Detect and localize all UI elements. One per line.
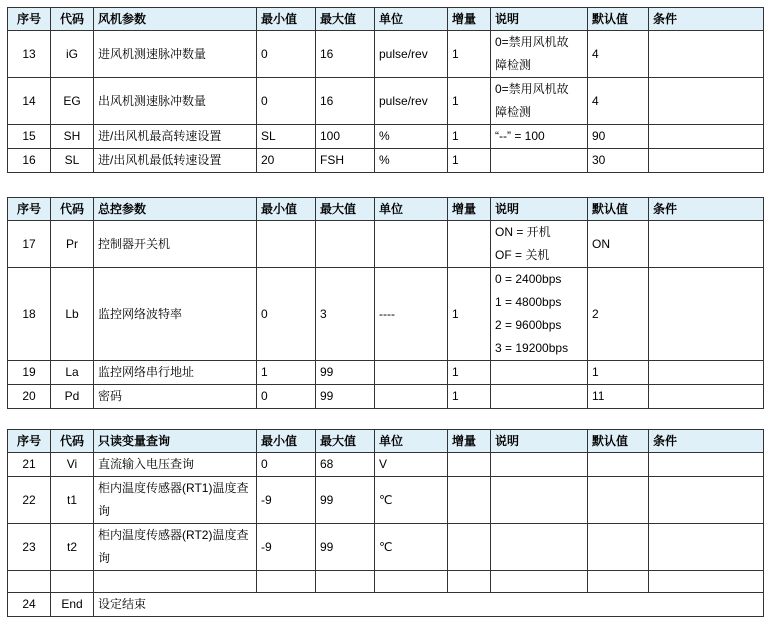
cell-name: 出风机测速脉冲数量: [94, 78, 257, 125]
column-header: 说明: [491, 430, 588, 453]
cell-min: 0: [257, 453, 316, 477]
column-header: 增量: [448, 8, 491, 31]
cell-name: 监控网络串行地址: [94, 361, 257, 385]
cell-default: [588, 571, 649, 593]
cell-unit: %: [375, 149, 448, 173]
cell-name: 进/出风机最低转速设置: [94, 149, 257, 173]
column-header: 默认值: [588, 198, 649, 221]
cell-code: SL: [51, 149, 94, 173]
column-header: 单位: [375, 430, 448, 453]
cell-default: 4: [588, 78, 649, 125]
column-header: 最大值: [316, 430, 375, 453]
cell-max: 68: [316, 453, 375, 477]
cell-name: 进/出风机最高转速设置: [94, 125, 257, 149]
cell-seq: 15: [8, 125, 51, 149]
cell-unit: ℃: [375, 524, 448, 571]
cell-max: 3: [316, 268, 375, 361]
cell-unit: [375, 571, 448, 593]
cell-name: 监控网络波特率: [94, 268, 257, 361]
cell-default: 4: [588, 31, 649, 78]
column-header: 最小值: [257, 430, 316, 453]
cell-unit: V: [375, 453, 448, 477]
table-row: [8, 78, 764, 125]
cell-min: -9: [257, 477, 316, 524]
param-table: [7, 7, 764, 173]
table-row: [8, 221, 764, 268]
cell-max: 16: [316, 78, 375, 125]
cell-seq: 19: [8, 361, 51, 385]
cell-default: [588, 524, 649, 571]
column-header: 总控参数: [94, 198, 257, 221]
column-header: 序号: [8, 430, 51, 453]
cell-min: [257, 571, 316, 593]
cell-cond: [649, 268, 764, 361]
cell-step: 1: [448, 31, 491, 78]
desc-line: 0 = 2400bps: [495, 272, 562, 286]
cell-name: 柜内温度传感器(RT2)温度查询: [94, 524, 257, 571]
cell-name: [94, 571, 257, 593]
cell-min: 20: [257, 149, 316, 173]
cell-desc: [491, 268, 588, 361]
cell-desc: [491, 78, 588, 125]
cell-seq: 22: [8, 477, 51, 524]
cell-cond: [649, 31, 764, 78]
cell-default: 1: [588, 361, 649, 385]
cell-unit: [375, 385, 448, 409]
desc-line: ON = 开机: [495, 225, 551, 239]
cell-step: 1: [448, 385, 491, 409]
table-row: [8, 268, 764, 361]
table-row: [8, 524, 764, 571]
cell-desc: [491, 524, 588, 571]
cell-cond: [649, 477, 764, 524]
column-header: 默认值: [588, 430, 649, 453]
cell-code: SH: [51, 125, 94, 149]
desc-line: 3 = 19200bps: [495, 341, 569, 355]
cell-step: [448, 221, 491, 268]
cell-max: [316, 571, 375, 593]
cell-default: 30: [588, 149, 649, 173]
desc-line: 障检测: [495, 105, 532, 119]
cell-default: [588, 453, 649, 477]
cell-max: 16: [316, 31, 375, 78]
cell-code: La: [51, 361, 94, 385]
table-row: [8, 31, 764, 78]
cell-seq: 20: [8, 385, 51, 409]
cell-code: t2: [51, 524, 94, 571]
table-row: [8, 125, 764, 149]
table-row: [8, 149, 764, 173]
column-header: 说明: [491, 8, 588, 31]
cell-max: 99: [316, 477, 375, 524]
column-header: 风机参数: [94, 8, 257, 31]
table-header-row: [8, 8, 764, 31]
desc-line: OF = 关机: [495, 248, 550, 262]
cell-default: 11: [588, 385, 649, 409]
cell-desc: [491, 571, 588, 593]
cell-seq: [8, 571, 51, 593]
table-header-row: [8, 430, 764, 453]
cell-name: 设定结束: [94, 593, 764, 617]
cell-name: 控制器开关机: [94, 221, 257, 268]
cell-unit: pulse/rev: [375, 78, 448, 125]
cell-desc: [491, 385, 588, 409]
table-row: [8, 453, 764, 477]
cell-desc: [491, 125, 588, 149]
cell-step: [448, 453, 491, 477]
cell-desc: [491, 361, 588, 385]
cell-cond: [649, 571, 764, 593]
cell-max: 100: [316, 125, 375, 149]
cell-desc: [491, 477, 588, 524]
cell-desc: [491, 31, 588, 78]
column-header: 条件: [649, 198, 764, 221]
cell-code: [51, 571, 94, 593]
cell-code: EG: [51, 78, 94, 125]
desc-line: 1 = 4800bps: [495, 295, 562, 309]
cell-code: Lb: [51, 268, 94, 361]
cell-min: -9: [257, 524, 316, 571]
cell-step: [448, 477, 491, 524]
cell-min: 0: [257, 385, 316, 409]
cell-cond: [649, 385, 764, 409]
cell-cond: [649, 524, 764, 571]
column-header: 只读变量查询: [94, 430, 257, 453]
cell-unit: [375, 221, 448, 268]
table-row: [8, 385, 764, 409]
cell-code: Pr: [51, 221, 94, 268]
cell-unit: %: [375, 125, 448, 149]
column-header: 最大值: [316, 198, 375, 221]
column-header: 默认值: [588, 8, 649, 31]
column-header: 代码: [51, 8, 94, 31]
cell-default: 90: [588, 125, 649, 149]
column-header: 条件: [649, 8, 764, 31]
cell-name: 密码: [94, 385, 257, 409]
cell-seq: 13: [8, 31, 51, 78]
cell-max: 99: [316, 524, 375, 571]
cell-unit: pulse/rev: [375, 31, 448, 78]
cell-desc: [491, 453, 588, 477]
cell-step: 1: [448, 78, 491, 125]
cell-seq: 21: [8, 453, 51, 477]
cell-seq: 18: [8, 268, 51, 361]
column-header: 增量: [448, 198, 491, 221]
cell-cond: [649, 125, 764, 149]
cell-cond: [649, 221, 764, 268]
column-header: 代码: [51, 198, 94, 221]
cell-code: End: [51, 593, 94, 617]
cell-max: [316, 221, 375, 268]
cell-default: ON: [588, 221, 649, 268]
param-table: [7, 429, 764, 617]
desc-line: 2 = 9600bps: [495, 318, 562, 332]
cell-code: t1: [51, 477, 94, 524]
desc-line: 障检测: [495, 58, 532, 72]
cell-unit: [375, 361, 448, 385]
cell-cond: [649, 361, 764, 385]
column-header: 增量: [448, 430, 491, 453]
column-header: 代码: [51, 430, 94, 453]
desc-line: 0=禁用风机故: [495, 35, 569, 49]
cell-min: 1: [257, 361, 316, 385]
column-header: 说明: [491, 198, 588, 221]
column-header: 单位: [375, 8, 448, 31]
cell-max: FSH: [316, 149, 375, 173]
cell-seq: 16: [8, 149, 51, 173]
cell-min: 0: [257, 78, 316, 125]
cell-cond: [649, 453, 764, 477]
cell-seq: 24: [8, 593, 51, 617]
cell-default: 2: [588, 268, 649, 361]
cell-desc: [491, 221, 588, 268]
cell-name: 直流输入电压查询: [94, 453, 257, 477]
cell-step: [448, 571, 491, 593]
column-header: 单位: [375, 198, 448, 221]
cell-step: 1: [448, 149, 491, 173]
column-header: 最小值: [257, 8, 316, 31]
cell-step: 1: [448, 268, 491, 361]
cell-name: 柜内温度传感器(RT1)温度查询: [94, 477, 257, 524]
cell-step: 1: [448, 361, 491, 385]
cell-seq: 17: [8, 221, 51, 268]
param-table: [7, 197, 764, 409]
cell-min: 0: [257, 268, 316, 361]
cell-cond: [649, 149, 764, 173]
column-header: 最大值: [316, 8, 375, 31]
column-header: 序号: [8, 8, 51, 31]
table-row: [8, 571, 764, 593]
cell-step: 1: [448, 125, 491, 149]
table-row: [8, 361, 764, 385]
desc-line: “--” = 100: [495, 129, 545, 143]
cell-cond: [649, 78, 764, 125]
cell-min: SL: [257, 125, 316, 149]
desc-line: 0=禁用风机故: [495, 82, 569, 96]
cell-code: Pd: [51, 385, 94, 409]
cell-desc: [491, 149, 588, 173]
column-header: 最小值: [257, 198, 316, 221]
cell-max: 99: [316, 385, 375, 409]
table-row: [8, 593, 764, 617]
table-header-row: [8, 198, 764, 221]
cell-max: 99: [316, 361, 375, 385]
cell-code: iG: [51, 31, 94, 78]
cell-unit: ----: [375, 268, 448, 361]
table-row: [8, 477, 764, 524]
cell-min: 0: [257, 31, 316, 78]
cell-min: [257, 221, 316, 268]
cell-seq: 23: [8, 524, 51, 571]
column-header: 条件: [649, 430, 764, 453]
cell-code: Vi: [51, 453, 94, 477]
cell-seq: 14: [8, 78, 51, 125]
cell-default: [588, 477, 649, 524]
column-header: 序号: [8, 198, 51, 221]
cell-unit: ℃: [375, 477, 448, 524]
cell-step: [448, 524, 491, 571]
cell-name: 进风机测速脉冲数量: [94, 31, 257, 78]
